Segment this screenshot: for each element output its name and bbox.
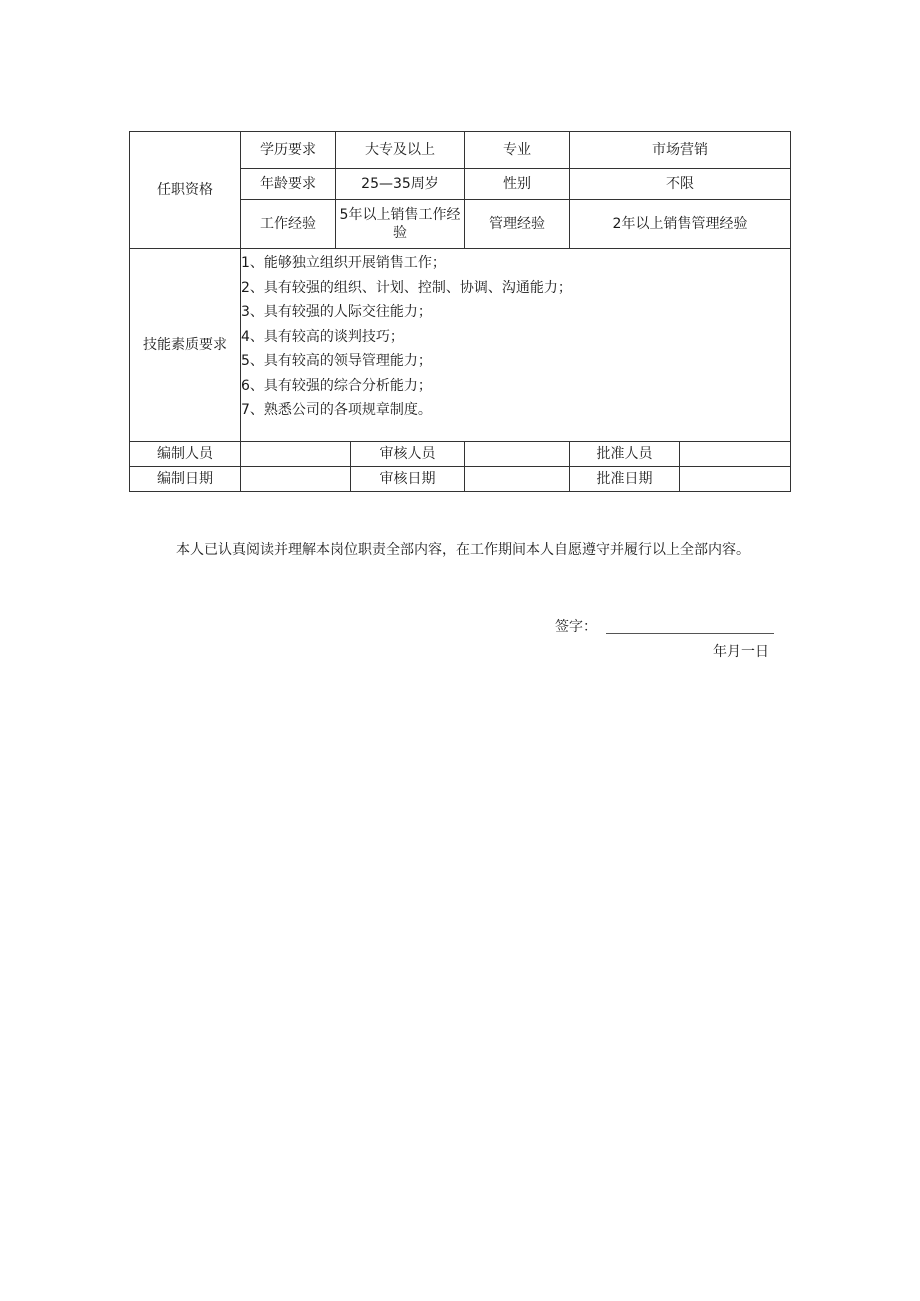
prepared-date-value[interactable] [241,467,351,492]
skill-item: 7、熟悉公司的各项规章制度。 [241,402,432,418]
requirements-table [129,131,791,492]
major-label: 专业 [465,132,570,169]
approved-date-label: 批准日期 [570,467,680,492]
skill-item: 3、具有较强的人际交往能力； [241,304,432,320]
education-value: 大专及以上 [336,132,465,169]
skills-label: 技能素质要求 [130,249,241,442]
signature-label: 签字： [555,619,597,635]
skill-item: 4、具有较高的谈判技巧； [241,328,404,345]
approved-by-value[interactable] [680,442,791,467]
signature-field[interactable] [606,633,774,634]
gender-label: 性别 [465,169,570,200]
age-label: 年龄要求 [241,169,336,200]
approved-date-value[interactable] [680,467,791,492]
skill-item: 5、具有较高的领导管理能力； [241,353,432,369]
major-value: 市场营销 [570,132,791,169]
reviewed-by-label: 审核人员 [351,442,465,467]
approved-by-label: 批准人员 [570,442,680,467]
reviewed-by-value[interactable] [465,442,570,467]
management-experience-value: 2年以上销售管理经验 [570,200,791,249]
qualifications-label: 任职资格 [130,132,241,249]
reviewed-date-label: 审核日期 [351,467,465,492]
acknowledgement-statement: 本人已认真阅读并理解本岗位职责全部内容，在工作期间本人自愿遵守并履行以上全部内容。 [176,542,750,558]
prepared-by-label: 编制人员 [130,442,241,467]
skill-item: 1、能够独立组织开展销售工作； [241,255,446,271]
management-experience-label: 管理经验 [465,200,570,249]
prepared-date-label: 编制日期 [130,467,241,492]
work-experience-label: 工作经验 [241,200,336,249]
education-label: 学历要求 [241,132,336,169]
skill-item: 6、具有较强的综合分析能力； [241,377,432,394]
gender-value: 不限 [570,169,791,200]
skill-item: 2、具有较强的组织、计划、控制、协调、沟通能力； [241,279,572,296]
date-line: 年月一日 [713,644,769,660]
age-value: 25—35周岁 [336,169,465,200]
prepared-by-value[interactable] [241,442,351,467]
work-experience-value: 5年以上销售工作经验 [336,200,465,249]
skills-list [241,249,791,442]
reviewed-date-value[interactable] [465,467,570,492]
